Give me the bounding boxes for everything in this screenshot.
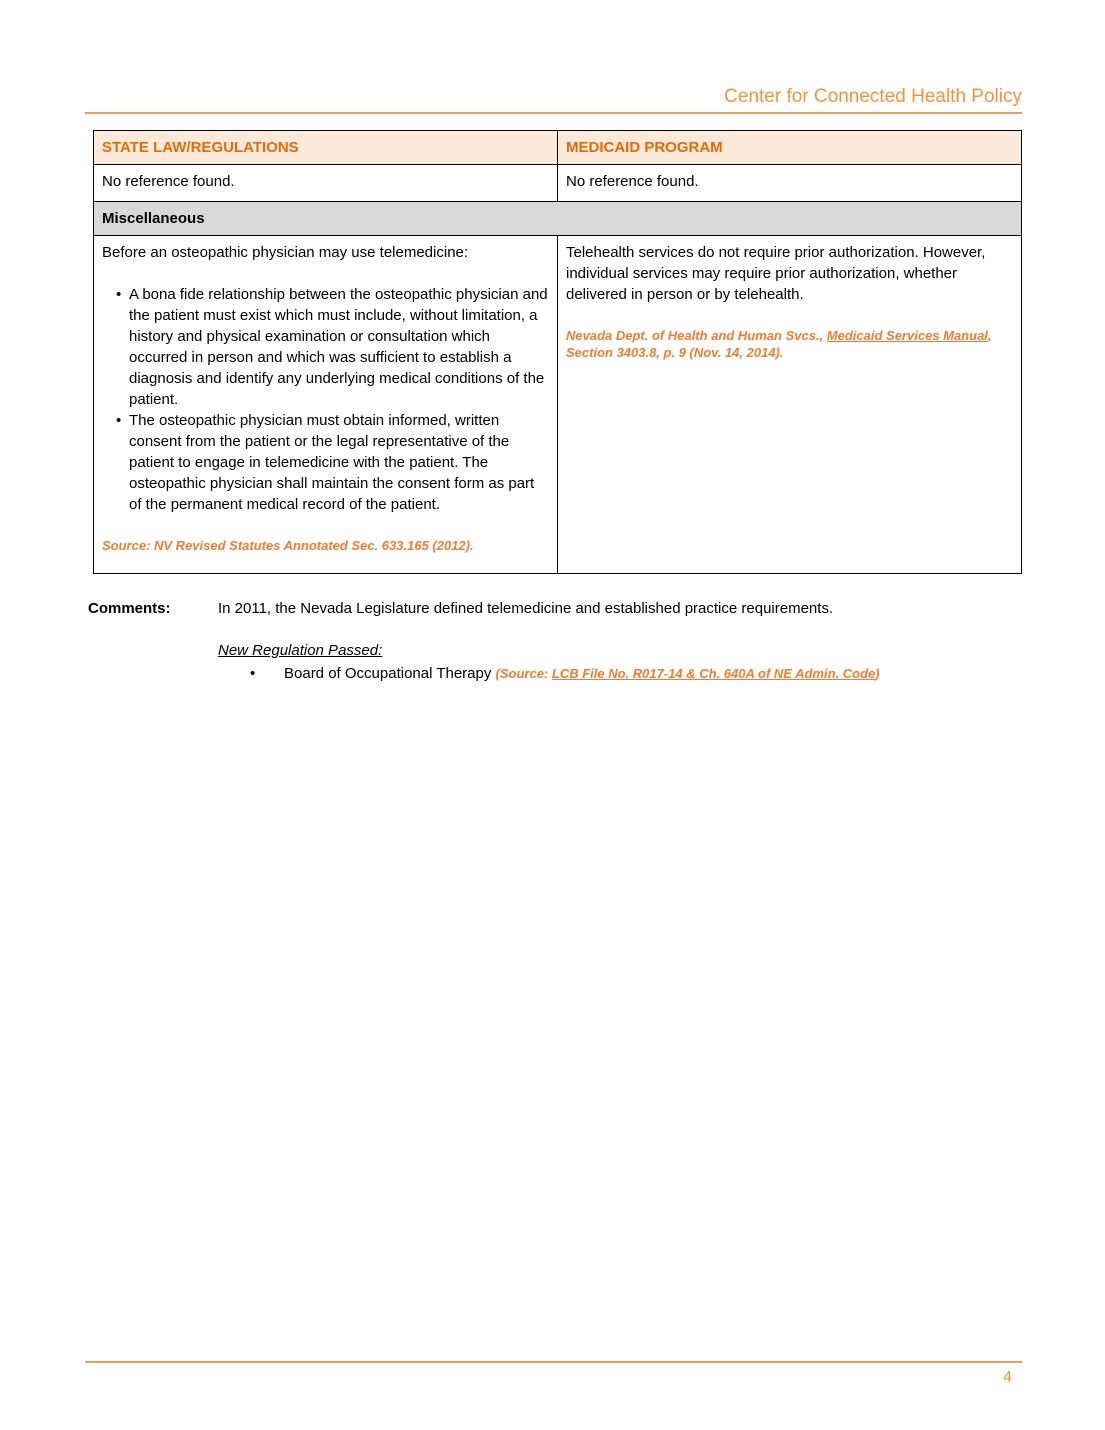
state-law-bullet-2: • The osteopathic physician must obtain informed, written consent from the patient or the legal representative of the patient to engage in telemedicine with the patient. The osteopathic physician shall maintain the consent form as part of the permanent medical record of the patient. xyxy=(129,410,549,515)
comments-body xyxy=(218,598,1022,684)
content-row xyxy=(94,236,1022,574)
medicaid-source-link[interactable]: Medicaid Services Manual xyxy=(826,328,988,343)
header-divider xyxy=(85,112,1022,114)
state-law-intro: Before an osteopathic physician may use telemedicine: xyxy=(102,244,469,261)
state-law-content-cell xyxy=(94,236,558,574)
medicaid-source-citation xyxy=(566,327,1013,361)
page-content xyxy=(85,0,1022,684)
state-law-bullet-1: • A bona fide relationship between the osteopathic physician and the patient must exist which must include, without limitation, a history and physical examination or consultation which occurred in person and which was sufficient to establish a diagnosis and identify any underlying medical conditions of the patient. xyxy=(129,284,549,410)
document-header-title: Center for Connected Health Policy xyxy=(724,86,1022,107)
comments-section xyxy=(85,598,1022,684)
new-regulation-subheading: New Regulation Passed: xyxy=(218,642,383,659)
column-header-medicaid: MEDICAID PROGRAM xyxy=(558,131,1022,165)
comments-label: Comments: xyxy=(88,600,171,617)
medicaid-paragraph: Telehealth services do not require prior authorization. However, individual services may require prior authorization, whether delivered in person or by telehealth. xyxy=(566,244,986,303)
medicaid-no-reference-cell: No reference found. xyxy=(558,165,1022,202)
comments-text: In 2011, the Nevada Legislature defined telemedicine and established practice requirements. xyxy=(218,600,834,617)
medicaid-content-cell xyxy=(558,236,1022,574)
new-regulation-bullet xyxy=(284,663,1022,684)
new-regulation-bullet-text: Board of Occupational Therapy xyxy=(284,665,496,682)
table-header-row xyxy=(94,131,1022,165)
new-regulation-source-prefix: (Source: xyxy=(495,666,552,681)
new-regulation-source-link[interactable]: LCB File No. R017-14 & Ch. 640A of NE Admin. Code xyxy=(551,666,876,681)
state-law-source-citation: Source: NV Revised Statutes Annotated Sec. 633.165 (2012). xyxy=(102,538,474,553)
section-label-miscellaneous: Miscellaneous xyxy=(94,202,1022,236)
new-regulation-bullet-list xyxy=(218,663,1022,684)
column-header-state-law: STATE LAW/REGULATIONS xyxy=(94,131,558,165)
new-regulation-source-suffix: ) xyxy=(875,666,880,681)
section-row xyxy=(94,202,1022,236)
new-regulation-source xyxy=(496,666,880,681)
medicaid-source-prefix: Nevada Dept. of Health and Human Svcs., xyxy=(566,328,827,343)
medicaid-source-suffix: , Section 3403.8, p. 9 (Nov. 14, 2014). xyxy=(566,328,992,360)
state-law-no-reference-cell: No reference found. xyxy=(94,165,558,202)
page-number: 4 xyxy=(1003,1369,1012,1386)
no-reference-row xyxy=(94,165,1022,202)
footer-divider xyxy=(85,1361,1022,1363)
policy-table xyxy=(93,130,1022,574)
state-law-bullet-list xyxy=(102,284,549,515)
